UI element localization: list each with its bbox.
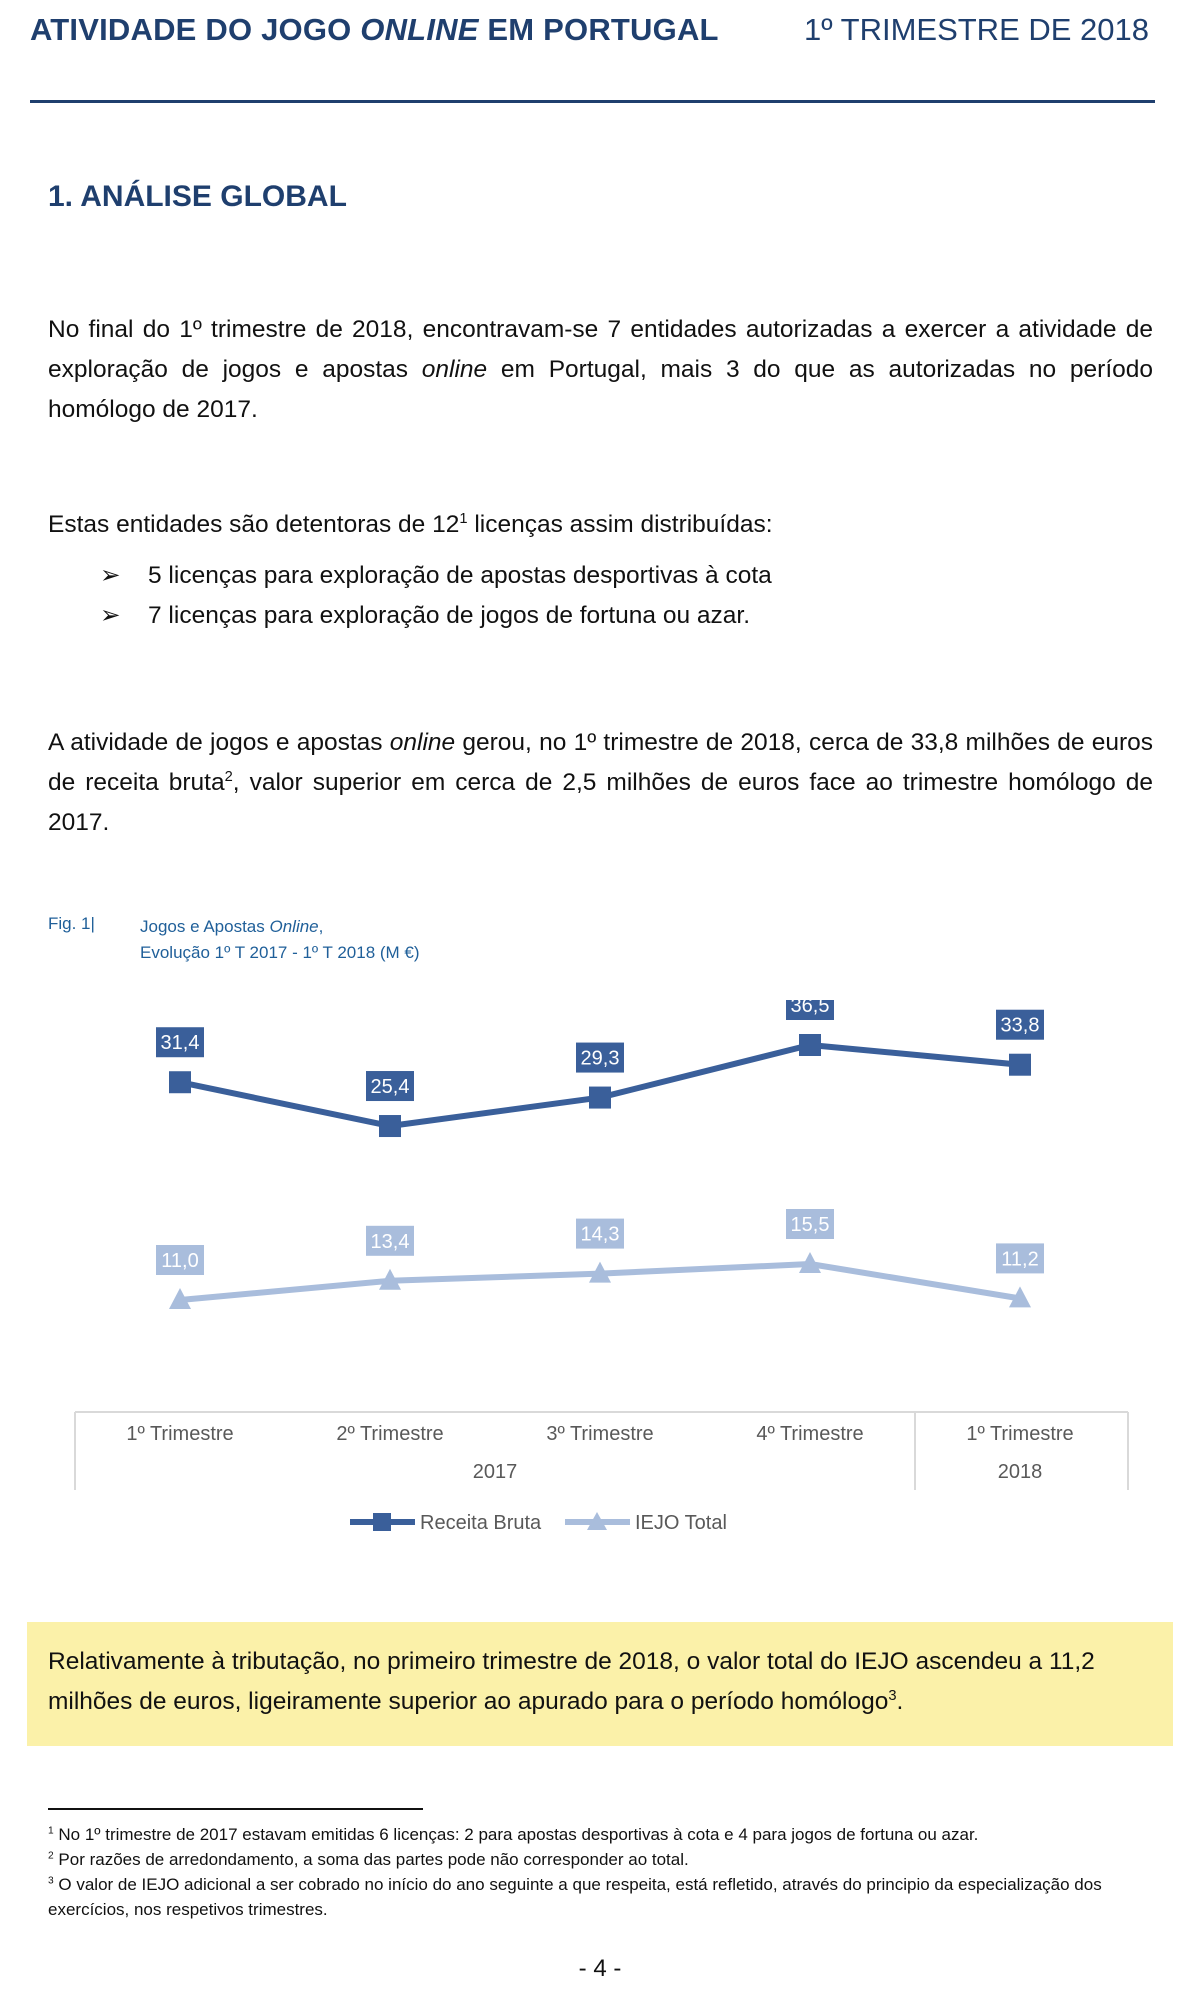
data-point-marker [169, 1071, 191, 1093]
header-title-italic: ONLINE [360, 12, 479, 47]
footnote-separator [48, 1808, 423, 1810]
footnote-item: $^2$ Por razões de arredondamento, a soma das partes pode não corresponder ao total. [48, 1850, 689, 1869]
data-point-marker [799, 1034, 821, 1056]
data-label: 13,4 [370, 1230, 410, 1253]
data-label: 15,5 [790, 1214, 830, 1236]
x-tick-label: 2º Trimestre [336, 1423, 444, 1445]
document-header-period: 1º TRIMESTRE DE 2018 [804, 12, 1149, 47]
data-label: 31,4 [160, 1032, 200, 1055]
x-tick-label: 4º Trimestre [756, 1423, 864, 1445]
legend-marker [373, 1513, 391, 1531]
data-label: 36,5 [790, 1000, 830, 1017]
footnote-item: $^1$ No 1º trimestre de 2017 estavam emitidas 6 licenças: 2 para apostas desportivas à cota e 4 para jogos de fortuna ou azar. [48, 1825, 979, 1844]
footnote-ref-3[interactable]: 3 [888, 1687, 897, 1704]
figure-title: Jogos e Apostas Online, Evolução 1º T 2017 - 1º T 2018 (M €) [140, 917, 420, 962]
header-divider [30, 100, 1155, 103]
footnote-ref-1[interactable]: 1 [459, 510, 468, 527]
footnote-item: $^3$ O valor de IEJO adicional a ser cobrado no início do ano seguinte a que respeita, está refletido, através do principio da especialização dos exercícios, nos respetivos trimestres. [48, 1875, 1102, 1919]
footnotes [48, 1822, 1158, 1922]
data-point-marker [1009, 1054, 1031, 1076]
x-tick-label: 1º Trimestre [966, 1423, 1074, 1445]
highlight-text: Relativamente à tributação, no primeiro trimestre de 2018, o valor total do IEJO ascendeu a 11,2 milhões de euros, ligeiramente superior ao apurado para o período homólogo$^3$. [48, 1648, 1095, 1715]
page-number: - 4 - [578, 1955, 622, 1982]
list-item: ➢ 7 licenças para exploração de jogos de fortuna ou azar. [100, 596, 772, 636]
license-bullet-list [100, 556, 772, 636]
document-header-title: ATIVIDADE DO JOGO ONLINE EM PORTUGAL [30, 12, 719, 47]
data-label: 33,8 [1000, 1014, 1040, 1037]
legend-label: Receita Bruta [420, 1512, 542, 1534]
data-label: 25,4 [370, 1076, 410, 1099]
data-label: 14,3 [580, 1223, 620, 1246]
line-chart [70, 1000, 1130, 1540]
data-label: 11,0 [161, 1250, 199, 1272]
data-point-marker [589, 1087, 611, 1109]
x-group-label: 2017 [472, 1461, 518, 1483]
x-group-label: 2018 [997, 1461, 1043, 1483]
x-tick-label: 3º Trimestre [546, 1423, 654, 1445]
paragraph-1: No final do 1º trimestre de 2018, encontravam-se 7 entidades autorizadas a exercer a atividade de exploração de jogos e apostas online em Portugal, mais 3 do que as autorizadas no período homólogo de 2017. [48, 316, 1153, 423]
x-tick-label: 1º Trimestre [126, 1423, 234, 1445]
footnote-ref-2[interactable]: 2 [224, 768, 233, 785]
data-label: 11,2 [1001, 1248, 1039, 1271]
arrow-bullet-icon: ➢ [100, 602, 121, 629]
chart-svg [70, 1000, 1130, 1540]
figure-label: Fig. 1| [48, 914, 95, 933]
list-item: ➢ 5 licenças para exploração de apostas desportivas à cota [100, 556, 772, 596]
data-label: 29,3 [580, 1047, 620, 1070]
section-title: 1. ANÁLISE GLOBAL [48, 180, 347, 213]
legend-label: IEJO Total [635, 1512, 727, 1534]
paragraph-3: A atividade de jogos e apostas online gerou, no 1º trimestre de 2018, cerca de 33,8 milhões de euros de receita bruta$^2$, valor superior em cerca de 2,5 milhões de euros face ao trimestre homólogo de 2017. [48, 729, 1154, 836]
arrow-bullet-icon: ➢ [100, 562, 121, 589]
data-point-marker [379, 1115, 401, 1137]
paragraph-2: Estas entidades são detentoras de $12^1$ licenças assim distribuídas: [48, 510, 773, 538]
